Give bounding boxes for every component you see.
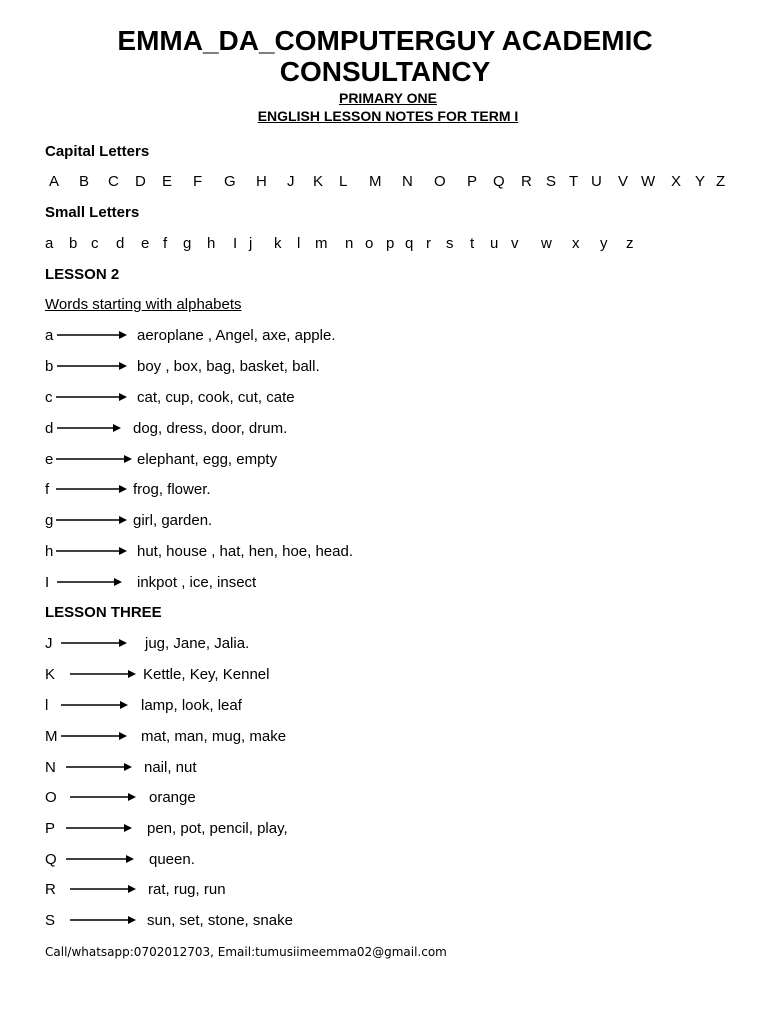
small-letter: m xyxy=(315,235,328,252)
capital-letter: D xyxy=(135,173,146,190)
row-letter: R xyxy=(45,881,56,898)
word-list-row xyxy=(0,635,770,655)
capital-letter: X xyxy=(671,173,682,190)
row-letter: I xyxy=(45,574,50,591)
word-list-row xyxy=(0,543,770,563)
small-letter: p xyxy=(386,235,395,252)
small-letters-heading: Small Letters xyxy=(45,204,140,221)
row-letter: g xyxy=(45,512,54,529)
row-letter: K xyxy=(45,666,56,683)
small-letter: z xyxy=(626,235,634,252)
small-letter: s xyxy=(446,235,454,252)
capital-letter: Q xyxy=(493,173,505,190)
word-list-row xyxy=(0,728,770,748)
row-words: orange xyxy=(149,789,196,806)
arrow-icon xyxy=(56,481,129,501)
row-words: aeroplane , Angel, axe, apple. xyxy=(137,327,336,344)
capital-letter: L xyxy=(339,173,348,190)
capital-letter: N xyxy=(402,173,413,190)
capital-letter: E xyxy=(162,173,173,190)
capital-letter: C xyxy=(108,173,119,190)
capital-letter: Z xyxy=(716,173,726,190)
capital-letter: V xyxy=(618,173,629,190)
small-letter: h xyxy=(207,235,216,252)
word-list-row xyxy=(0,881,770,901)
word-list-row xyxy=(0,759,770,779)
word-list-row xyxy=(0,820,770,840)
word-list-row xyxy=(0,851,770,871)
small-letter: q xyxy=(405,235,414,252)
row-letter: e xyxy=(45,451,54,468)
small-letter: w xyxy=(541,235,552,252)
small-letter: f xyxy=(163,235,168,252)
word-list-row xyxy=(0,789,770,809)
small-letter: c xyxy=(91,235,99,252)
row-letter: a xyxy=(45,327,54,344)
small-letter: r xyxy=(426,235,431,252)
arrow-icon xyxy=(57,358,129,378)
arrow-icon xyxy=(61,728,129,748)
row-words: Kettle, Key, Kennel xyxy=(143,666,270,683)
document-title-line1: EMMA_DA_COMPUTERGUY ACADEMIC xyxy=(117,25,653,56)
row-words: cat, cup, cook, cut, cate xyxy=(137,389,295,406)
row-words: hut, house , hat, hen, hoe, head. xyxy=(137,543,354,560)
row-letter: b xyxy=(45,358,54,375)
small-letter: y xyxy=(600,235,608,252)
word-list-row xyxy=(0,327,770,347)
arrow-icon xyxy=(70,912,138,932)
row-words: inkpot , ice, insect xyxy=(137,574,257,591)
capital-letter: A xyxy=(49,173,60,190)
arrow-icon xyxy=(66,851,136,871)
arrow-icon xyxy=(70,666,138,686)
row-words: lamp, look, leaf xyxy=(141,697,242,714)
notes-subtitle: ENGLISH LESSON NOTES FOR TERM I xyxy=(257,108,519,124)
row-words: girl, garden. xyxy=(133,512,213,529)
small-letter: o xyxy=(365,235,374,252)
capital-letter: S xyxy=(546,173,557,190)
arrow-icon xyxy=(57,420,123,440)
arrow-icon xyxy=(61,697,130,717)
arrow-icon xyxy=(66,820,134,840)
arrow-icon xyxy=(70,789,138,809)
row-words: jug, Jane, Jalia. xyxy=(145,635,250,652)
capital-letter: W xyxy=(641,173,656,190)
small-letter: v xyxy=(511,235,519,252)
word-list-row xyxy=(0,389,770,409)
row-words: queen. xyxy=(149,851,195,868)
word-list-row xyxy=(0,512,770,532)
contact-footer: Call/whatsapp:0702012703, Email:tumusiimeemma02@gmail.com xyxy=(45,945,447,959)
row-letter: l xyxy=(45,697,49,714)
row-letter: Q xyxy=(45,851,57,868)
small-letter: x xyxy=(572,235,580,252)
lesson-2-subheading: Words starting with alphabets xyxy=(45,296,242,313)
row-letter: J xyxy=(45,635,53,652)
small-letter: a xyxy=(45,235,54,252)
small-letter: n xyxy=(345,235,354,252)
word-list-row xyxy=(0,358,770,378)
capital-letter: K xyxy=(313,173,324,190)
row-letter: S xyxy=(45,912,56,929)
row-words: rat, rug, run xyxy=(148,881,226,898)
arrow-icon xyxy=(56,512,129,532)
word-list-row xyxy=(0,420,770,440)
small-letter: d xyxy=(116,235,125,252)
small-letter: I xyxy=(233,235,238,252)
row-words: mat, man, mug, make xyxy=(141,728,287,745)
arrow-icon xyxy=(70,881,138,901)
capital-letter: F xyxy=(193,173,203,190)
arrow-icon xyxy=(56,451,134,471)
small-letter: l xyxy=(297,235,301,252)
capital-letter: P xyxy=(467,173,478,190)
arrow-icon xyxy=(66,759,134,779)
small-letter: j xyxy=(249,235,253,252)
capital-letter: H xyxy=(256,173,267,190)
small-letter: k xyxy=(274,235,282,252)
row-letter: M xyxy=(45,728,58,745)
word-list-row xyxy=(0,666,770,686)
row-words: nail, nut xyxy=(144,759,197,776)
word-list-row xyxy=(0,481,770,501)
row-words: boy , box, bag, basket, ball. xyxy=(137,358,320,375)
row-words: frog, flower. xyxy=(133,481,211,498)
word-list-row xyxy=(0,451,770,471)
capital-letter: M xyxy=(369,173,382,190)
row-letter: O xyxy=(45,789,57,806)
row-words: pen, pot, pencil, play, xyxy=(147,820,288,837)
row-words: dog, dress, door, drum. xyxy=(133,420,288,437)
row-letter: P xyxy=(45,820,56,837)
document-title-line2: CONSULTANCY xyxy=(279,56,491,87)
arrow-icon xyxy=(57,327,129,347)
capital-letters-heading: Capital Letters xyxy=(45,143,150,160)
small-letter: t xyxy=(470,235,475,252)
capital-letter: R xyxy=(521,173,532,190)
capital-letter: Y xyxy=(695,173,706,190)
capital-letter: T xyxy=(569,173,579,190)
arrow-icon xyxy=(56,543,129,563)
lesson-3-heading: LESSON THREE xyxy=(45,604,162,621)
row-words: sun, set, stone, snake xyxy=(147,912,293,929)
arrow-icon xyxy=(56,389,129,409)
word-list-row xyxy=(0,697,770,717)
arrow-icon xyxy=(57,574,124,594)
small-letter: u xyxy=(490,235,499,252)
capital-letter: G xyxy=(224,173,236,190)
small-letter: b xyxy=(69,235,78,252)
row-letter: d xyxy=(45,420,54,437)
row-letter: N xyxy=(45,759,56,776)
row-letter: h xyxy=(45,543,54,560)
capital-letter: J xyxy=(287,173,295,190)
small-letter: g xyxy=(183,235,192,252)
capital-letter: O xyxy=(434,173,446,190)
capital-letter: B xyxy=(79,173,90,190)
row-letter: c xyxy=(45,389,53,406)
small-letter: e xyxy=(141,235,150,252)
word-list-row xyxy=(0,574,770,594)
lesson-2-heading: LESSON 2 xyxy=(45,266,120,283)
arrow-icon xyxy=(61,635,129,655)
class-level: PRIMARY ONE xyxy=(338,90,437,106)
capital-letter: U xyxy=(591,173,602,190)
word-list-row xyxy=(0,912,770,932)
row-letter: f xyxy=(45,481,50,498)
row-words: elephant, egg, empty xyxy=(137,451,278,468)
